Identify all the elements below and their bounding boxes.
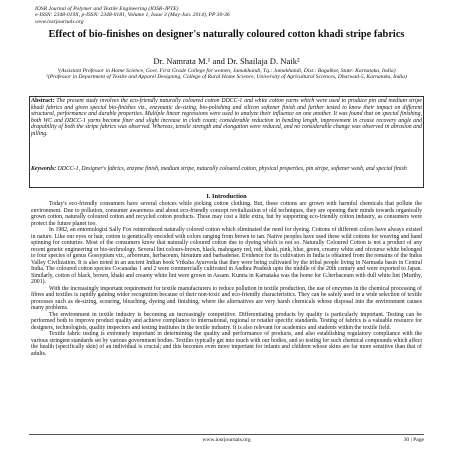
body-text (31, 201, 422, 357)
keywords-label: Keywords: (31, 166, 57, 172)
paragraph: Textile fabric testing is extremely important in determining the quality and performance of products, and also establishing regulatory compliance with the various stringent standards set by various government bodies. Textiles typically get into touch with our bodies, and so testing for such chemical compounds which affect the health (specifically skin) of an individual is crucial; and this becomes even more important for infants and children whose skins are far more sensitive than that of adults. (31, 331, 422, 357)
paragraph: In 1982, an entomologist Sally Fox reintroduced naturally colored cotton which eliminated the need for dyeing. Cottons of different colors have always existed in nature. Like our eyes or hair, cotton is genetically encoded with colors ranging from brown to tan. Native peoples have used these wild cottons for weaving and hand spinning for centuries. Most of the consumers know that naturally coloured cotton due to dyeing which is not so. Naturally Coloured Cotton is not a product of any recent genetic engineering or bio-technology. Several lint colours-brown, black, mahogany red, red, khaki, pink, blue, green, creamy white and ofcourse white belonged to four species of genus Gossypium viz., arboreum, herbaceum, hirsutum and barbadense. Evidence for its cultivation in India is obtained from the remains of the Indus Valley Civilization. It is also noted in an ancient Indian book Vriksha Ayurveda that they were being cultivated by the tribal people living in Narmada basin in Central India. The coloured cotton species Cocanadas 1 and 2 were commercially cultivated in Andhra Pradesh upto the middle of the 20th century and were exported to Japan. Similarly, cotton of black, brown, khaki and creamy white lint were grown in Assam. Kumta in Karnataka was the home for G.herbaceum with dull white lint (Murthy, 2001). (31, 227, 422, 285)
affiliation-2: ²(Professor in Department of Textile and Apparel Designing, College of Rural Home Science, University of Agricultural Sciences, Dharwad-5, Karnataka, India) (46, 74, 407, 81)
paragraph: Today's eco-friendly consumers have several choices while picking cotton clothing. But, these cottons are grown with harmful chemicals that pollute the environment. Due to pollution, consumer awareness and about eco-friendly concept revitalization of old techniques, they are opening their minds towards organically grown cotton, naturally coloured cotton and recycled cotton products. These may cost a little extra, but by supporting eco-friendly cotton industry, as consumers were protect the future planet too. (31, 201, 422, 227)
abstract (31, 98, 422, 137)
keywords (31, 166, 422, 173)
footer-rule (29, 434, 424, 435)
paper-title: Effect of bio-finishes on designer's naturally coloured cotton khadi stripe fabrics (48, 29, 405, 40)
keywords-text: DDCC-1, Designer's fabrics, enzyme finish, medium stripe, naturally coloured cotton, physical properties, pin stripe, softener wash, and special finish (57, 166, 407, 172)
journal-issn: e-ISSN: 2348-019X, p-ISSN: 2348-0181, Volume 1, Issue 3 (May-Jun. 2014), PP 30-36 (35, 12, 230, 19)
paper-authors: Dr. Namrata M.¹ and Dr. Shailaja D. Naik² (153, 56, 300, 66)
abstract-label: Abstract: (31, 98, 55, 104)
journal-url: www.iosrjournals.org (35, 18, 84, 25)
journal-name: IOSR Journal of Polymer and Textile Engineering (IOSR-JPTE) (35, 6, 179, 12)
section-heading: I. Introduction (206, 193, 247, 200)
affiliation-1: ¹(Assistant Professor in Home Science, Govt. First Grade College for women, Jamakhandi, Tq.: Jamakhandi, Dist.: Bagalkot, State: Karnataka, India) (57, 68, 396, 74)
abstract-text: The present study involves the eco-friendly naturally coloured cotton DDCC-1 and white cotton yarns which were used to produce pin and medium stripe khadi fabrics and given special bio-finishes viz., enzymatic de-sizing, bio-polishing and silicon softener finish and further tested to know their impact on different structural, performance and durable properties. Multiple linear regressions were used to analyze their influence on one another. It was found that on special finishing, both WC and DDCC-1 yarns become finer and slight increase in cloth count; considerable reduction in bending length, improvement in crease recovery angle and drapability of both the stripe fabrics was observed. Whereas, tensile strength and elongation were reduced, and no considerable change was observed in abrasion and pilling. (31, 98, 422, 137)
journal-header (35, 6, 230, 25)
paragraph: With the increasingly important requirement for textile manufacturers to reduce pollution in textile production, the use of enzymes in the chemical processing of fibres and textiles is rapidly gaining wider recognition because of their non-toxic and eco-friendly characteristics. They can be safely used in a wide selection of textile processes such as de-sizing, scouring, bleaching, dyeing and finishing, where the alternatives are very harsh chemicals whose disposal into the environment causes many problems. (31, 285, 422, 311)
footer-page-number: 30 | Page (403, 437, 424, 443)
affiliations (40, 68, 413, 81)
paragraph: The environment in textile industry is becoming an increasingly competitive. Differentiating products by quality is particularly important. Testing can be performed both to improve product quality and achieve compliance to international, regional or retailer specific standards. Testing of fabrics is a valuable resource for designers, technologists, quality inspectors and testing institutes in the textile industry. It is also relevant for academics and students within the textile field. (31, 311, 422, 331)
footer-url: www.iosrjournals.org (202, 437, 251, 443)
